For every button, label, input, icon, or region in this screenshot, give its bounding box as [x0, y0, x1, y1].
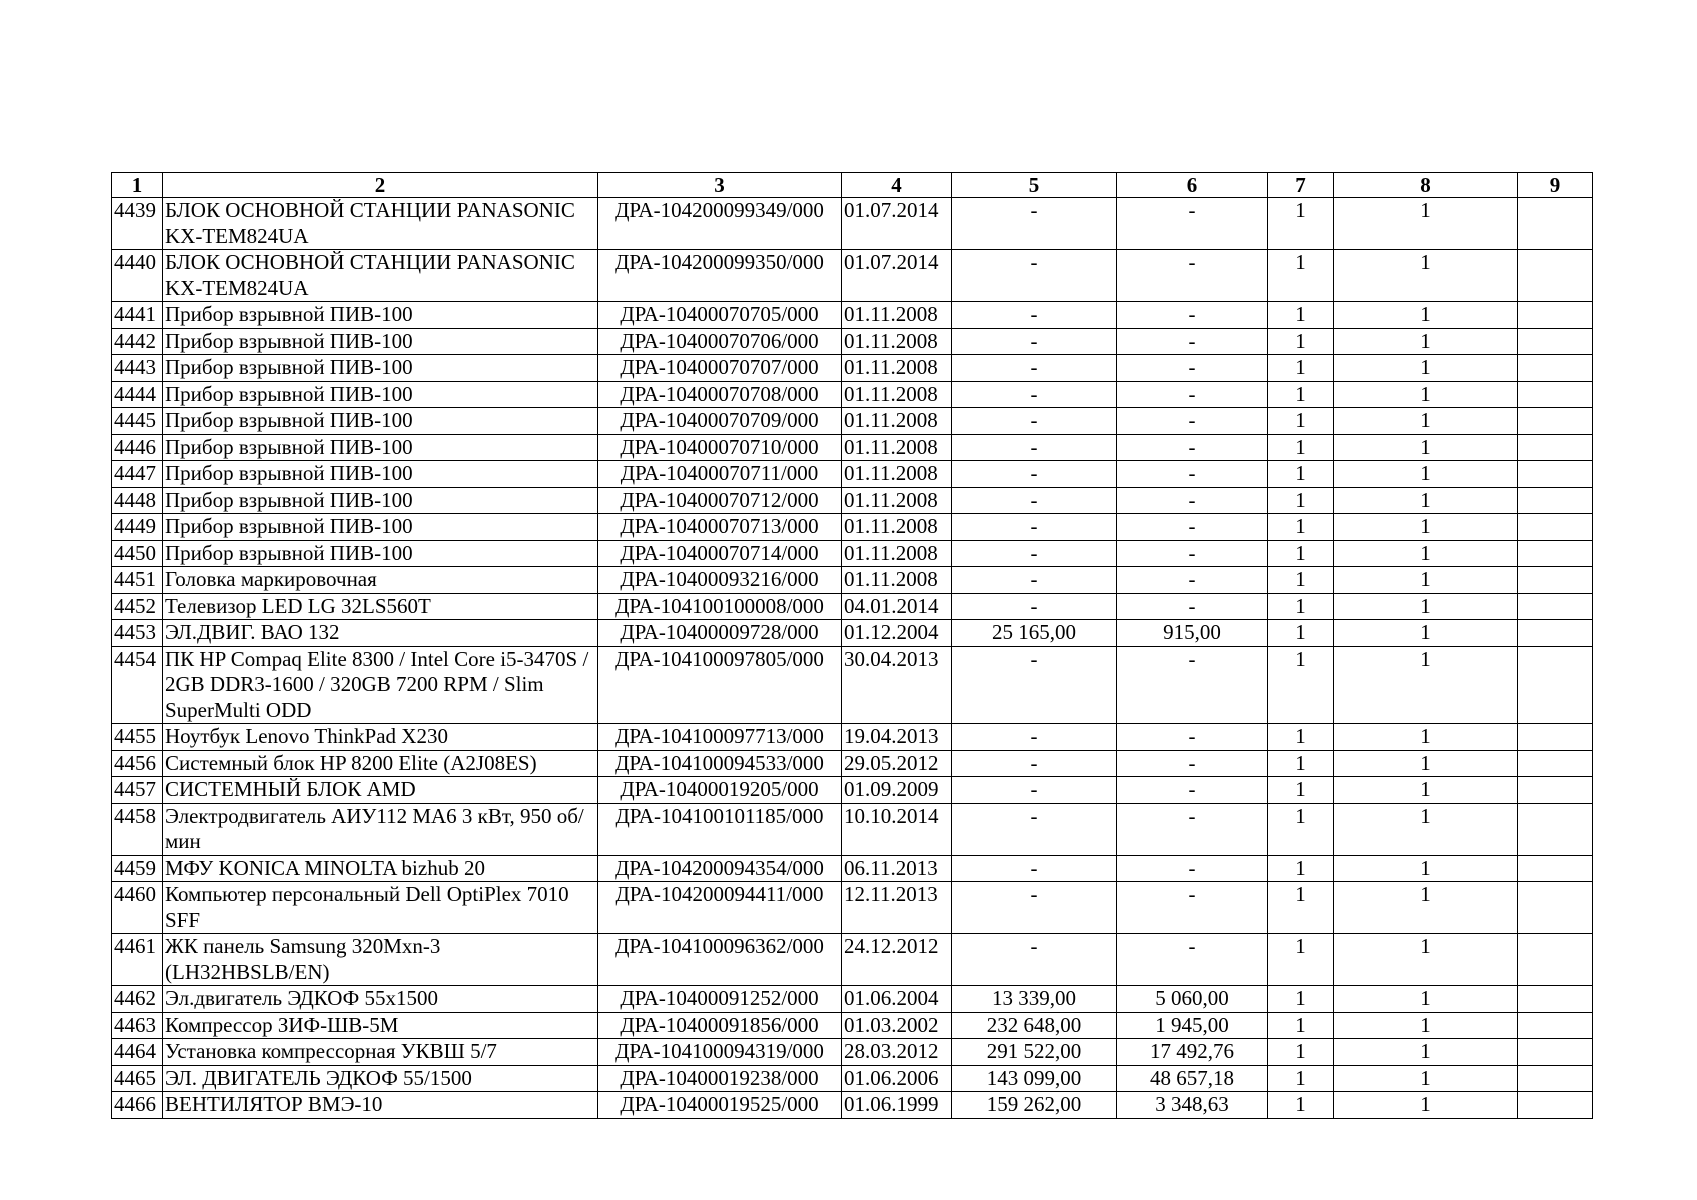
cost-value-cell: - — [952, 514, 1117, 541]
residual-value-cell: - — [1117, 540, 1268, 567]
table-row — [112, 434, 1593, 461]
item-name-cell: Прибор взрывной ПИВ-100 — [163, 487, 598, 514]
item-name-cell: ВЕНТИЛЯТОР ВМЭ-10 — [163, 1092, 598, 1119]
quantity-actual-cell: 1 — [1334, 250, 1518, 302]
table-row — [112, 750, 1593, 777]
date-cell: 28.03.2012 — [842, 1039, 952, 1066]
quantity-cell: 1 — [1268, 855, 1334, 882]
residual-value-cell: - — [1117, 381, 1268, 408]
cost-value-cell: - — [952, 328, 1117, 355]
inventory-code-cell: ДРА-104100094319/000 — [598, 1039, 842, 1066]
cost-value-cell: - — [952, 198, 1117, 250]
item-name-cell: Прибор взрывной ПИВ-100 — [163, 540, 598, 567]
note-cell — [1518, 750, 1593, 777]
note-cell — [1518, 803, 1593, 855]
table-row — [112, 646, 1593, 724]
quantity-actual-cell: 1 — [1334, 540, 1518, 567]
row-number-cell: 4452 — [112, 593, 163, 620]
date-cell: 04.01.2014 — [842, 593, 952, 620]
item-name-cell: Ноутбук Lenovo ThinkPad X230 — [163, 724, 598, 751]
residual-value-cell: - — [1117, 434, 1268, 461]
cost-value-cell: - — [952, 408, 1117, 435]
date-cell: 01.06.2006 — [842, 1065, 952, 1092]
quantity-actual-cell: 1 — [1334, 803, 1518, 855]
item-name-cell: СИСТЕМНЫЙ БЛОК AMD — [163, 777, 598, 804]
residual-value-cell: 915,00 — [1117, 620, 1268, 647]
item-name-cell: ПК HP Compaq Elite 8300 / Intel Core i5-3470S / 2GB DDR3-1600 / 320GB 7200 RPM / Slim SuperMulti ODD — [163, 646, 598, 724]
item-name-cell: Прибор взрывной ПИВ-100 — [163, 408, 598, 435]
inventory-code-cell: ДРА-104100097713/000 — [598, 724, 842, 751]
row-number-cell: 4450 — [112, 540, 163, 567]
row-number-cell: 4439 — [112, 198, 163, 250]
table-body — [112, 198, 1593, 1119]
cost-value-cell: - — [952, 646, 1117, 724]
row-number-cell: 4441 — [112, 302, 163, 329]
table-row — [112, 355, 1593, 382]
table-row — [112, 198, 1593, 250]
inventory-code-cell: ДРА-10400070705/000 — [598, 302, 842, 329]
quantity-cell: 1 — [1268, 198, 1334, 250]
table-row — [112, 803, 1593, 855]
quantity-cell: 1 — [1268, 540, 1334, 567]
quantity-actual-cell: 1 — [1334, 620, 1518, 647]
row-number-cell: 4454 — [112, 646, 163, 724]
cost-value-cell: - — [952, 567, 1117, 594]
quantity-cell: 1 — [1268, 328, 1334, 355]
quantity-cell: 1 — [1268, 1092, 1334, 1119]
inventory-code-cell: ДРА-10400009728/000 — [598, 620, 842, 647]
quantity-actual-cell: 1 — [1334, 355, 1518, 382]
item-name-cell: Прибор взрывной ПИВ-100 — [163, 328, 598, 355]
inventory-code-cell: ДРА-10400019205/000 — [598, 777, 842, 804]
row-number-cell: 4448 — [112, 487, 163, 514]
item-name-cell: БЛОК ОСНОВНОЙ СТАНЦИИ PANASONIC KX-TEM824UA — [163, 250, 598, 302]
note-cell — [1518, 355, 1593, 382]
cost-value-cell: - — [952, 434, 1117, 461]
table-row — [112, 408, 1593, 435]
date-cell: 01.11.2008 — [842, 355, 952, 382]
quantity-cell: 1 — [1268, 750, 1334, 777]
item-name-cell: Электродвигатель АИУ112 МА6 3 кВт, 950 об/мин — [163, 803, 598, 855]
inventory-code-cell: ДРА-10400070714/000 — [598, 540, 842, 567]
inventory-code-cell: ДРА-10400091856/000 — [598, 1012, 842, 1039]
quantity-actual-cell: 1 — [1334, 934, 1518, 986]
date-cell: 01.07.2014 — [842, 250, 952, 302]
note-cell — [1518, 777, 1593, 804]
item-name-cell: Прибор взрывной ПИВ-100 — [163, 302, 598, 329]
note-cell — [1518, 567, 1593, 594]
date-cell: 24.12.2012 — [842, 934, 952, 986]
date-cell: 01.07.2014 — [842, 198, 952, 250]
note-cell — [1518, 593, 1593, 620]
date-cell: 01.03.2002 — [842, 1012, 952, 1039]
date-cell: 01.09.2009 — [842, 777, 952, 804]
inventory-code-cell: ДРА-10400093216/000 — [598, 567, 842, 594]
residual-value-cell: - — [1117, 302, 1268, 329]
quantity-actual-cell: 1 — [1334, 461, 1518, 488]
cost-value-cell: - — [952, 250, 1117, 302]
item-name-cell: ЭЛ. ДВИГАТЕЛЬ ЭДКОФ 55/1500 — [163, 1065, 598, 1092]
date-cell: 29.05.2012 — [842, 750, 952, 777]
cost-value-cell: - — [952, 724, 1117, 751]
row-number-cell: 4462 — [112, 986, 163, 1013]
row-number-cell: 4447 — [112, 461, 163, 488]
residual-value-cell: - — [1117, 724, 1268, 751]
note-cell — [1518, 487, 1593, 514]
row-number-cell: 4458 — [112, 803, 163, 855]
table-row — [112, 328, 1593, 355]
cost-value-cell: - — [952, 487, 1117, 514]
residual-value-cell: - — [1117, 487, 1268, 514]
quantity-cell: 1 — [1268, 250, 1334, 302]
inventory-code-cell: ДРА-10400070707/000 — [598, 355, 842, 382]
quantity-actual-cell: 1 — [1334, 408, 1518, 435]
quantity-cell: 1 — [1268, 1039, 1334, 1066]
cost-value-cell: - — [952, 803, 1117, 855]
date-cell: 01.06.1999 — [842, 1092, 952, 1119]
quantity-cell: 1 — [1268, 434, 1334, 461]
row-number-cell: 4442 — [112, 328, 163, 355]
quantity-actual-cell: 1 — [1334, 487, 1518, 514]
table-row — [112, 986, 1593, 1013]
item-name-cell: ЖК панель Samsung 320Mxn-3 (LH32HBSLB/EN) — [163, 934, 598, 986]
item-name-cell: Системный блок HP 8200 Elite (A2J08ES) — [163, 750, 598, 777]
date-cell: 19.04.2013 — [842, 724, 952, 751]
cost-value-cell: - — [952, 302, 1117, 329]
table-row — [112, 381, 1593, 408]
inventory-code-cell: ДРА-104100100008/000 — [598, 593, 842, 620]
table-row — [112, 855, 1593, 882]
item-name-cell: Установка компрессорная УКВШ 5/7 — [163, 1039, 598, 1066]
quantity-actual-cell: 1 — [1334, 1039, 1518, 1066]
inventory-code-cell: ДРА-10400070706/000 — [598, 328, 842, 355]
residual-value-cell: - — [1117, 250, 1268, 302]
residual-value-cell: 5 060,00 — [1117, 986, 1268, 1013]
row-number-cell: 4444 — [112, 381, 163, 408]
inventory-code-cell: ДРА-104100097805/000 — [598, 646, 842, 724]
table-row — [112, 1065, 1593, 1092]
note-cell — [1518, 646, 1593, 724]
quantity-cell: 1 — [1268, 487, 1334, 514]
note-cell — [1518, 724, 1593, 751]
residual-value-cell: - — [1117, 514, 1268, 541]
quantity-actual-cell: 1 — [1334, 1012, 1518, 1039]
column-header-7: 7 — [1268, 173, 1334, 198]
cost-value-cell: 291 522,00 — [952, 1039, 1117, 1066]
cost-value-cell: - — [952, 355, 1117, 382]
note-cell — [1518, 882, 1593, 934]
table-row — [112, 487, 1593, 514]
residual-value-cell: - — [1117, 408, 1268, 435]
inventory-code-cell: ДРА-10400070709/000 — [598, 408, 842, 435]
row-number-cell: 4449 — [112, 514, 163, 541]
residual-value-cell: - — [1117, 328, 1268, 355]
item-name-cell: Прибор взрывной ПИВ-100 — [163, 381, 598, 408]
note-cell — [1518, 461, 1593, 488]
item-name-cell: Прибор взрывной ПИВ-100 — [163, 514, 598, 541]
quantity-actual-cell: 1 — [1334, 328, 1518, 355]
quantity-cell: 1 — [1268, 461, 1334, 488]
inventory-code-cell: ДРА-104200094411/000 — [598, 882, 842, 934]
cost-value-cell: 13 339,00 — [952, 986, 1117, 1013]
cost-value-cell: 159 262,00 — [952, 1092, 1117, 1119]
inventory-code-cell: ДРА-104200094354/000 — [598, 855, 842, 882]
table-row — [112, 540, 1593, 567]
note-cell — [1518, 1065, 1593, 1092]
row-number-cell: 4460 — [112, 882, 163, 934]
quantity-cell: 1 — [1268, 777, 1334, 804]
note-cell — [1518, 302, 1593, 329]
table-row — [112, 1039, 1593, 1066]
quantity-actual-cell: 1 — [1334, 593, 1518, 620]
residual-value-cell: - — [1117, 593, 1268, 620]
date-cell: 12.11.2013 — [842, 882, 952, 934]
column-header-3: 3 — [598, 173, 842, 198]
quantity-actual-cell: 1 — [1334, 1092, 1518, 1119]
residual-value-cell: - — [1117, 198, 1268, 250]
residual-value-cell: - — [1117, 777, 1268, 804]
quantity-cell: 1 — [1268, 567, 1334, 594]
quantity-actual-cell: 1 — [1334, 724, 1518, 751]
note-cell — [1518, 986, 1593, 1013]
column-header-5: 5 — [952, 173, 1117, 198]
date-cell: 01.11.2008 — [842, 461, 952, 488]
row-number-cell: 4459 — [112, 855, 163, 882]
table-row — [112, 934, 1593, 986]
table-row — [112, 882, 1593, 934]
date-cell: 01.11.2008 — [842, 302, 952, 329]
date-cell: 01.11.2008 — [842, 540, 952, 567]
column-header-8: 8 — [1334, 173, 1518, 198]
quantity-actual-cell: 1 — [1334, 302, 1518, 329]
row-number-cell: 4453 — [112, 620, 163, 647]
row-number-cell: 4465 — [112, 1065, 163, 1092]
date-cell: 01.11.2008 — [842, 514, 952, 541]
note-cell — [1518, 934, 1593, 986]
column-header-2: 2 — [163, 173, 598, 198]
inventory-table — [111, 172, 1593, 1119]
cost-value-cell: 25 165,00 — [952, 620, 1117, 647]
residual-value-cell: - — [1117, 855, 1268, 882]
date-cell: 01.11.2008 — [842, 381, 952, 408]
note-cell — [1518, 198, 1593, 250]
inventory-code-cell: ДРА-10400070711/000 — [598, 461, 842, 488]
date-cell: 01.11.2008 — [842, 408, 952, 435]
inventory-code-cell: ДРА-104200099350/000 — [598, 250, 842, 302]
inventory-code-cell: ДРА-10400019525/000 — [598, 1092, 842, 1119]
table-row — [112, 461, 1593, 488]
table-row — [112, 302, 1593, 329]
row-number-cell: 4446 — [112, 434, 163, 461]
table-row — [112, 250, 1593, 302]
date-cell: 10.10.2014 — [842, 803, 952, 855]
row-number-cell: 4463 — [112, 1012, 163, 1039]
table-row — [112, 567, 1593, 594]
row-number-cell: 4455 — [112, 724, 163, 751]
header-row — [112, 173, 1593, 198]
residual-value-cell: - — [1117, 567, 1268, 594]
table-row — [112, 1012, 1593, 1039]
inventory-code-cell: ДРА-10400091252/000 — [598, 986, 842, 1013]
cost-value-cell: - — [952, 593, 1117, 620]
note-cell — [1518, 855, 1593, 882]
quantity-cell: 1 — [1268, 593, 1334, 620]
item-name-cell: Головка маркировочная — [163, 567, 598, 594]
row-number-cell: 4443 — [112, 355, 163, 382]
note-cell — [1518, 540, 1593, 567]
date-cell: 01.06.2004 — [842, 986, 952, 1013]
quantity-cell: 1 — [1268, 1065, 1334, 1092]
item-name-cell: Компрессор ЗИФ-ШВ-5М — [163, 1012, 598, 1039]
date-cell: 30.04.2013 — [842, 646, 952, 724]
quantity-actual-cell: 1 — [1334, 986, 1518, 1013]
note-cell — [1518, 250, 1593, 302]
item-name-cell: ЭЛ.ДВИГ. ВАО 132 — [163, 620, 598, 647]
note-cell — [1518, 514, 1593, 541]
quantity-actual-cell: 1 — [1334, 855, 1518, 882]
date-cell: 01.11.2008 — [842, 487, 952, 514]
quantity-actual-cell: 1 — [1334, 434, 1518, 461]
quantity-cell: 1 — [1268, 514, 1334, 541]
quantity-cell: 1 — [1268, 620, 1334, 647]
item-name-cell: Прибор взрывной ПИВ-100 — [163, 434, 598, 461]
inventory-code-cell: ДРА-10400070713/000 — [598, 514, 842, 541]
cost-value-cell: 232 648,00 — [952, 1012, 1117, 1039]
quantity-cell: 1 — [1268, 934, 1334, 986]
cost-value-cell: - — [952, 540, 1117, 567]
inventory-code-cell: ДРА-104100096362/000 — [598, 934, 842, 986]
residual-value-cell: - — [1117, 803, 1268, 855]
residual-value-cell: - — [1117, 646, 1268, 724]
column-header-4: 4 — [842, 173, 952, 198]
inventory-code-cell: ДРА-104200099349/000 — [598, 198, 842, 250]
quantity-cell: 1 — [1268, 882, 1334, 934]
table-row — [112, 724, 1593, 751]
cost-value-cell: - — [952, 381, 1117, 408]
cost-value-cell: - — [952, 934, 1117, 986]
residual-value-cell: - — [1117, 882, 1268, 934]
residual-value-cell: 17 492,76 — [1117, 1039, 1268, 1066]
quantity-cell: 1 — [1268, 381, 1334, 408]
date-cell: 01.11.2008 — [842, 434, 952, 461]
table-row — [112, 620, 1593, 647]
inventory-code-cell: ДРА-10400070708/000 — [598, 381, 842, 408]
quantity-cell: 1 — [1268, 302, 1334, 329]
residual-value-cell: - — [1117, 355, 1268, 382]
inventory-code-cell: ДРА-10400070712/000 — [598, 487, 842, 514]
residual-value-cell: 3 348,63 — [1117, 1092, 1268, 1119]
item-name-cell: МФУ KONICA MINOLTA bizhub 20 — [163, 855, 598, 882]
date-cell: 01.11.2008 — [842, 328, 952, 355]
inventory-code-cell: ДРА-10400019238/000 — [598, 1065, 842, 1092]
date-cell: 01.12.2004 — [842, 620, 952, 647]
residual-value-cell: - — [1117, 934, 1268, 986]
quantity-cell: 1 — [1268, 724, 1334, 751]
row-number-cell: 4461 — [112, 934, 163, 986]
cost-value-cell: - — [952, 777, 1117, 804]
row-number-cell: 4451 — [112, 567, 163, 594]
row-number-cell: 4445 — [112, 408, 163, 435]
quantity-actual-cell: 1 — [1334, 381, 1518, 408]
date-cell: 01.11.2008 — [842, 567, 952, 594]
cost-value-cell: - — [952, 855, 1117, 882]
quantity-actual-cell: 1 — [1334, 750, 1518, 777]
item-name-cell: Прибор взрывной ПИВ-100 — [163, 355, 598, 382]
column-header-9: 9 — [1518, 173, 1593, 198]
quantity-actual-cell: 1 — [1334, 777, 1518, 804]
note-cell — [1518, 1012, 1593, 1039]
residual-value-cell: - — [1117, 750, 1268, 777]
item-name-cell: Прибор взрывной ПИВ-100 — [163, 461, 598, 488]
row-number-cell: 4464 — [112, 1039, 163, 1066]
item-name-cell: Компьютер персональный Dell OptiPlex 7010 SFF — [163, 882, 598, 934]
item-name-cell: БЛОК ОСНОВНОЙ СТАНЦИИ PANASONIC KX-TEM824UA — [163, 198, 598, 250]
note-cell — [1518, 381, 1593, 408]
column-header-6: 6 — [1117, 173, 1268, 198]
quantity-actual-cell: 1 — [1334, 882, 1518, 934]
quantity-cell: 1 — [1268, 803, 1334, 855]
quantity-actual-cell: 1 — [1334, 198, 1518, 250]
note-cell — [1518, 620, 1593, 647]
quantity-cell: 1 — [1268, 1012, 1334, 1039]
table-row — [112, 1092, 1593, 1119]
item-name-cell: Телевизор LED LG 32LS560T — [163, 593, 598, 620]
note-cell — [1518, 1039, 1593, 1066]
inventory-code-cell: ДРА-104100094533/000 — [598, 750, 842, 777]
quantity-cell: 1 — [1268, 986, 1334, 1013]
note-cell — [1518, 408, 1593, 435]
cost-value-cell: - — [952, 750, 1117, 777]
residual-value-cell: - — [1117, 461, 1268, 488]
row-number-cell: 4440 — [112, 250, 163, 302]
quantity-cell: 1 — [1268, 355, 1334, 382]
note-cell — [1518, 434, 1593, 461]
quantity-actual-cell: 1 — [1334, 514, 1518, 541]
quantity-cell: 1 — [1268, 408, 1334, 435]
row-number-cell: 4456 — [112, 750, 163, 777]
row-number-cell: 4466 — [112, 1092, 163, 1119]
row-number-cell: 4457 — [112, 777, 163, 804]
note-cell — [1518, 328, 1593, 355]
item-name-cell: Эл.двигатель ЭДКОФ 55х1500 — [163, 986, 598, 1013]
column-header-1: 1 — [112, 173, 163, 198]
date-cell: 06.11.2013 — [842, 855, 952, 882]
quantity-actual-cell: 1 — [1334, 646, 1518, 724]
inventory-code-cell: ДРА-104100101185/000 — [598, 803, 842, 855]
cost-value-cell: 143 099,00 — [952, 1065, 1117, 1092]
inventory-code-cell: ДРА-10400070710/000 — [598, 434, 842, 461]
quantity-actual-cell: 1 — [1334, 1065, 1518, 1092]
table-row — [112, 514, 1593, 541]
note-cell — [1518, 1092, 1593, 1119]
table-row — [112, 593, 1593, 620]
cost-value-cell: - — [952, 461, 1117, 488]
quantity-cell: 1 — [1268, 646, 1334, 724]
table-row — [112, 777, 1593, 804]
quantity-actual-cell: 1 — [1334, 567, 1518, 594]
cost-value-cell: - — [952, 882, 1117, 934]
residual-value-cell: 48 657,18 — [1117, 1065, 1268, 1092]
residual-value-cell: 1 945,00 — [1117, 1012, 1268, 1039]
